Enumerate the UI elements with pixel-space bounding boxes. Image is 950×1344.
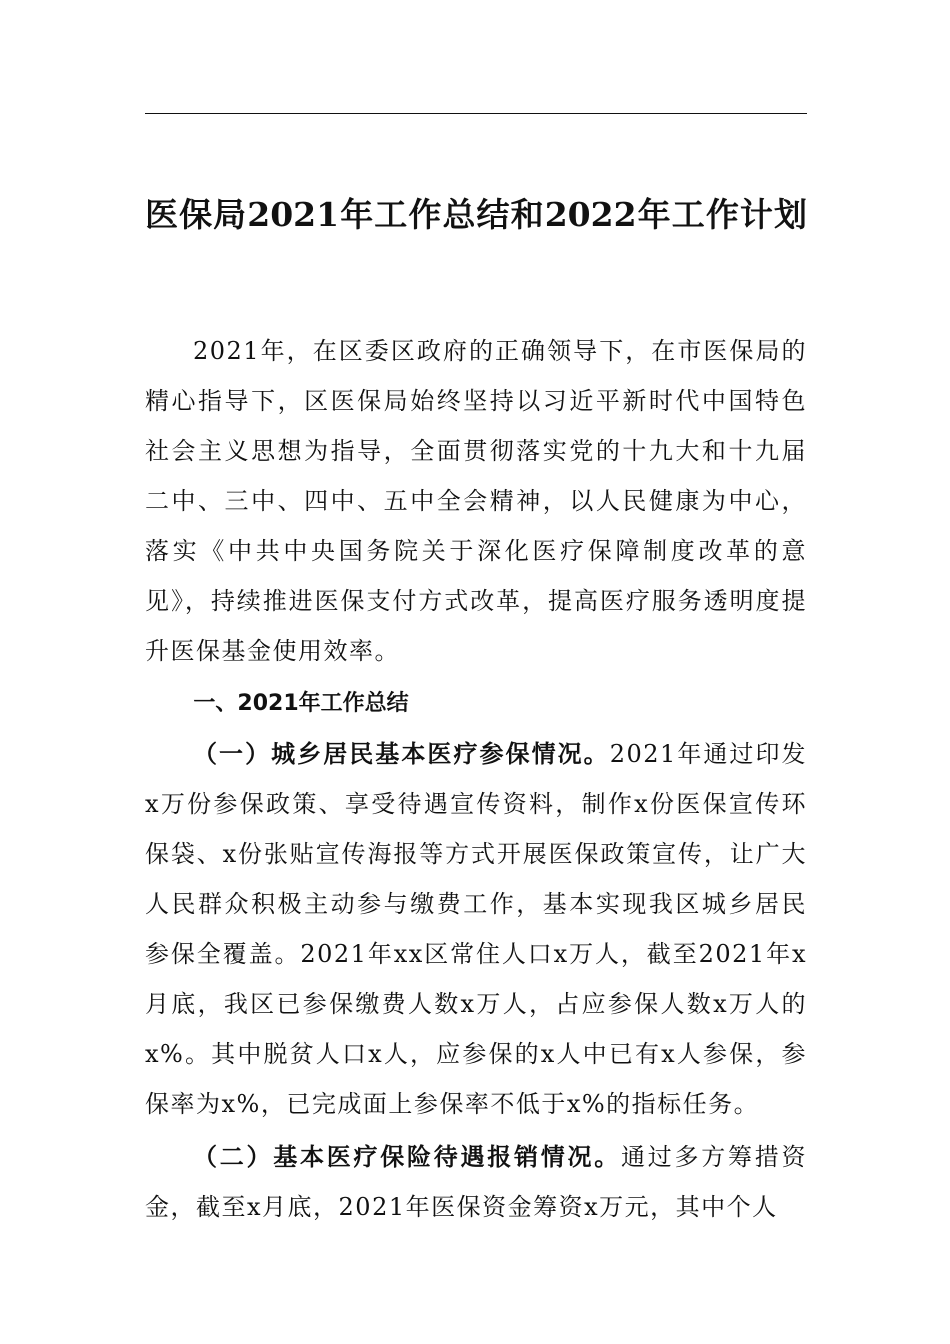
item-2-paragraph	[145, 1132, 807, 1232]
item-2-lead: （二）基本医疗保险待遇报销情况。	[193, 1142, 621, 1171]
item-1-paragraph	[145, 729, 807, 1129]
document-title: 医保局2021年工作总结和2022年工作计划	[145, 195, 807, 234]
item-1-lead: （一）城乡居民基本医疗参保情况。	[193, 739, 610, 768]
section-heading-1: 一、2021年工作总结	[193, 691, 409, 716]
header-rule	[145, 113, 807, 114]
item-2-body: 通过多方筹措资金，截至x月底，2021年医保资金筹资x万元，其中个人	[145, 1143, 807, 1221]
document-body	[145, 190, 807, 1235]
intro-paragraph: 2021年，在区委区政府的正确领导下，在市医保局的精心指导下，区医保局始终坚持以习近平新时代中国特色社会主义思想为指导，全面贯彻落实党的十九大和十九届二中、三中、四中、五中全会精神，以人民健康为中心，落实《中共中央国务院关于深化医疗保障制度改革的意见》，持续推进医保支付方式改革，提高医疗服务透明度提升医保基金使用效率。	[145, 337, 807, 665]
item-1-body: 2021年通过印发x万份参保政策、享受待遇宣传资料，制作x份医保宣传环保袋、x份张贴宣传海报等方式开展医保政策宣传，让广大人民群众积极主动参与缴费工作，基本实现我区城乡居民参保全覆盖。2021年xx区常住人口x万人，截至2021年x月底，我区已参保缴费人数x万人，占应参保人数x万人的x%。其中脱贫人口x人，应参保的x人中已有x人参保，参保率为x%，已完成面上参保率不低于x%的指标任务。	[145, 740, 808, 1118]
